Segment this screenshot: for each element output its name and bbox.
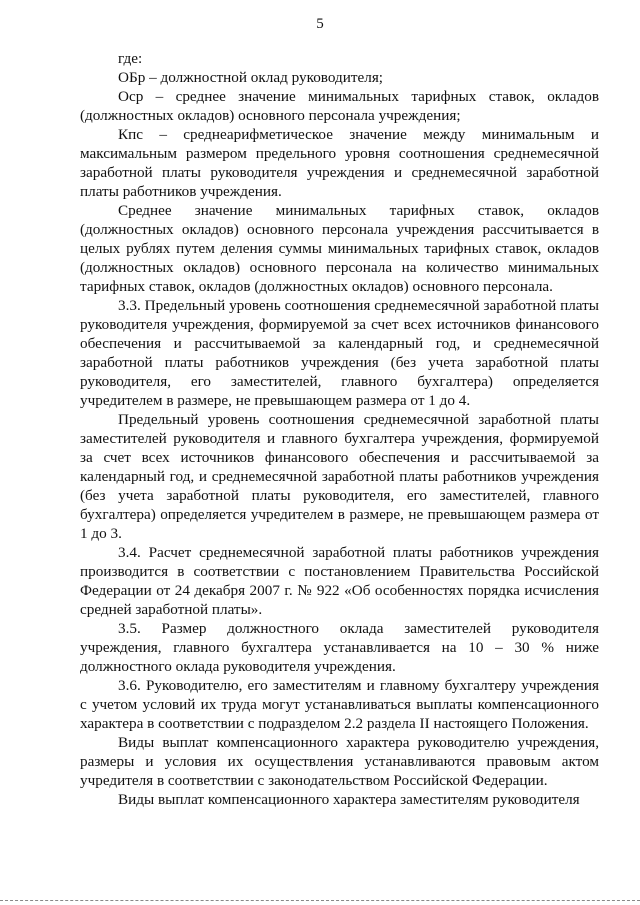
paragraph-compensation-deputies: Виды выплат компенсационного характера заместителям руководителя (118, 791, 580, 808)
paragraph-section-3-4: 3.4. Расчет среднемесячной заработной платы работников учреждения производится в соответствии с постановлением Правительства Российской Федерации от 24 декабря 2007 г. № 922 «Об особенностях порядка исчисления средней заработной платы». (80, 544, 599, 618)
paragraph-obr-definition: ОБр – должностной оклад руководителя; (118, 69, 384, 86)
paragraph-average-calculation: Среднее значение минимальных тарифных ставок, окладов (должностных окладов) основного персонала учреждения рассчитывается в целых рублях путем деления суммы минимальных тарифных ставок, окладов (должностных окладов) основного персонала на количество минимальных тарифных ставок, окладов (должностных окладов) основного персонала. (80, 202, 599, 295)
paragraph-where: где: (118, 50, 143, 67)
page-bottom-edge (0, 900, 640, 902)
paragraph-section-3-6: 3.6. Руководителю, его заместителям и главному бухгалтеру учреждения с учетом условий их труда могут устанавливаться выплаты компенсационного характера в соответствии с подразделом 2.2 раздела II настоящего Положения. (80, 677, 599, 732)
paragraph-section-3-5: 3.5. Размер должностного оклада заместителей руководителя учреждения, главного бухгалтера устанавливается на 10 – 30 % ниже должностного оклада руководителя учреждения. (80, 620, 599, 675)
paragraph-kps-definition: Кпс – среднеарифметическое значение между минимальным и максимальным размером предельного уровня соотношения среднемесячной заработной платы руководителя учреждения и среднемесячной заработной платы работников учреждения. (80, 126, 599, 200)
document-body (80, 49, 599, 809)
paragraph-compensation-types: Виды выплат компенсационного характера руководителю учреждения, размеры и условия их осуществления устанавливаются правовым актом учредителя в соответствии с законодательством Российской Федерации. (80, 734, 599, 789)
paragraph-deputy-ratio: Предельный уровень соотношения среднемесячной заработной платы заместителей руководителя и главного бухгалтера учреждения, формируемой за счет всех источников финансового обеспечения и рассчитываемой за календарный год, и среднемесячной заработной платы работников учреждения (без учета заработной платы руководителя, его заместителей, главного бухгалтера) определяется учредителем в размере, не превышающем размера от 1 до 3. (80, 411, 599, 542)
page-number: 5 (316, 16, 324, 32)
paragraph-section-3-3: 3.3. Предельный уровень соотношения среднемесячной заработной платы руководителя учреждения, формируемой за счет всех источников финансового обеспечения и рассчитываемой за календарный год, и среднемесячной заработной платы работников учреждения (без учета заработной платы руководителя, его заместителей, главного бухгалтера) определяется учредителем в размере, не превышающем размера от 1 до 4. (80, 297, 599, 409)
paragraph-osr-definition: Оср – среднее значение минимальных тарифных ставок, окладов (должностных окладов) основного персонала учреждения; (80, 88, 599, 124)
